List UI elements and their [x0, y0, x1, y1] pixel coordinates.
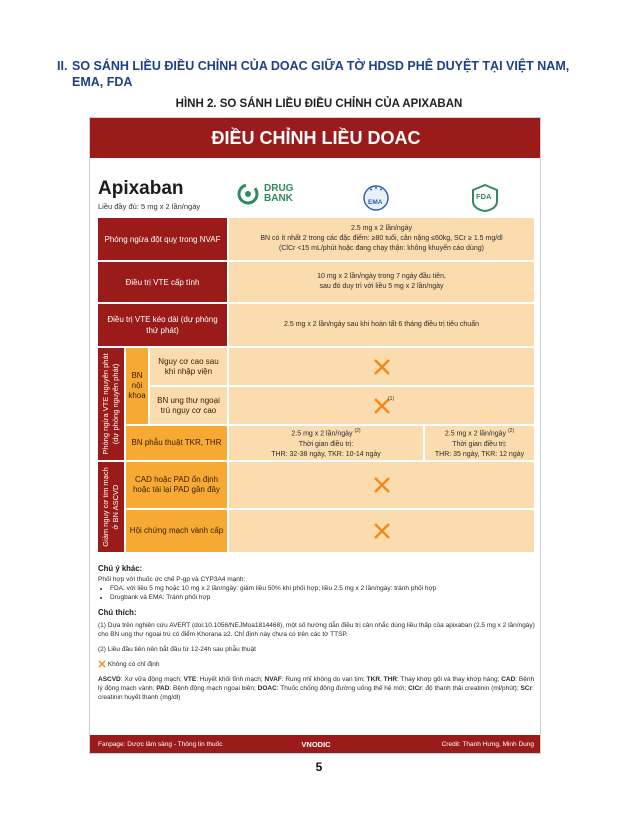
- caution-list: [98, 584, 536, 602]
- not-indicated-legend-icon: [98, 660, 106, 668]
- fda-logo-label: FDA: [476, 192, 492, 201]
- sub-label-bn-noi-khoa: BN nội khoa: [126, 348, 148, 424]
- vte-acute-line2: sau đó duy trì với liều 5 mg x 2 lần/ngày: [319, 283, 444, 290]
- drugbank-logo-line2: BANK: [264, 193, 293, 204]
- abbr-key: CAD: [501, 676, 516, 683]
- surgery-right-dose: 2.5 mg x 2 lần/ngày: [444, 430, 506, 438]
- footnote-1: (1) Dựa trên nghiên cứu AVERT (doi:10.1056/NEJMoa1814468), một số hướng dẫn điều trị cân nhắc dùng liều thấp của apixaban (2.5 mg x 2 lần/ngày) cho BN ung thư ngoại trú có điểm Khorana ≥2. Chỉ định này chưa có trên các tờ TTSP.: [98, 622, 535, 638]
- drugbank-logo-line1: DRUG: [264, 183, 294, 194]
- footnote-2: (2) Liều đầu tiên nên bắt đầu từ 12-24h sau phẫu thuật: [98, 646, 256, 653]
- surgery-left-dose: 2.5 mg x 2 lần/ngày: [291, 430, 353, 438]
- section-number: II.: [57, 59, 68, 73]
- banner-title: ĐIỀU CHỈNH LIỀU DOAC: [90, 118, 541, 158]
- not-indicated-icon: [373, 522, 391, 540]
- footer-credit: Credit: Thanh Hưng, Minh Dung: [441, 741, 534, 748]
- section-title-text: SO SÁNH LIỀU ĐIỀU CHỈNH CỦA DOAC GIỮA TỜ HDSD PHÊ DUYỆT TẠI VIỆT NAM, EMA, FDA: [72, 59, 570, 89]
- row-cell-surgery-right: [425, 426, 534, 460]
- notes-section: [98, 564, 536, 702]
- abbr-key: DOAC: [257, 685, 277, 692]
- row-cell-cad-pad: [229, 462, 534, 508]
- row-cell-high-risk: [229, 348, 534, 385]
- nvaf-dose: 2.5 mg x 2 lần/ngày: [350, 225, 413, 232]
- drugbank-icon: [236, 182, 260, 206]
- row-cell-vte-long: [229, 304, 534, 346]
- card-footer: [90, 735, 541, 754]
- abbr-value: : Bệnh động mạch ngoại biên;: [169, 685, 258, 692]
- not-indicated-icon: [373, 358, 391, 376]
- sub-label-high-risk: Nguy cơ cao sau khi nhập viện: [150, 348, 227, 385]
- abbr-key: SCr: [520, 685, 532, 692]
- footer-brand: VNODIC: [301, 740, 331, 749]
- abbr-value: : Thuốc chống đông đường uống thế hệ mới;: [276, 685, 409, 692]
- legend-no-indication-text: Không có chỉ định: [107, 661, 160, 668]
- row-cell-acs: [229, 510, 534, 552]
- abbr-key: PAD: [156, 685, 170, 692]
- nvaf-criteria: BN có ít nhất 2 trong các đặc điểm: ≥80 tuổi, cân nặng ≤60kg, SCr ≥ 1.5 mg/dl: [260, 235, 503, 242]
- ascvd-line1: Giảm nguy cơ tim mạch: [101, 467, 110, 547]
- vte-long-text: 2.5 mg x 2 lần/ngày sau khi hoàn tất 6 tháng điều trị tiêu chuẩn: [284, 321, 479, 328]
- row-label-nvaf: Phòng ngừa đột quỵ trong NVAF: [98, 218, 227, 260]
- row-label-vte-acute: Điều trị VTE cấp tính: [98, 262, 227, 302]
- abbr-key: ClCr: [408, 685, 422, 692]
- abbr-key: NVAF: [264, 676, 282, 683]
- sub-label-cancer: BN ung thư ngoại trú nguy cơ cao: [150, 387, 227, 424]
- caution-item-drugbank-ema: • Drugbank và EMA: Tránh phối hợp: [110, 593, 536, 602]
- nvaf-renal-note: (ClCr <15 mL/phút hoặc đang chạy thận: không khuyến cáo dùng): [279, 245, 484, 252]
- abbr-value: ,: [380, 676, 384, 683]
- primary-vte-line1: Phòng ngừa VTE nguyên phát: [101, 353, 110, 455]
- cancer-footnote-ref: (1): [388, 396, 395, 402]
- abbr-value: : Rung nhĩ không do van tim;: [281, 676, 367, 683]
- infographic-card: [89, 117, 541, 754]
- row-cell-cancer: [229, 387, 534, 424]
- section-title: [57, 58, 592, 90]
- sub-label-surgery: BN phẫu thuật TKR, THR: [126, 426, 227, 460]
- side-label-ascvd: [98, 462, 124, 552]
- abbreviations: [98, 675, 536, 702]
- abbr-value: : Thay khớp gối và thay khớp háng;: [397, 676, 502, 683]
- legend-no-indication: [98, 660, 536, 669]
- surgery-left-duration-label: Thời gian điều trị:: [298, 440, 354, 448]
- caution-intro: Phối hợp với thuốc ức chế P-gp và CYP3A4 mạnh:: [98, 576, 246, 583]
- footer-fanpage: Fanpage: Dược lâm sàng - Thông tin thuốc: [98, 741, 223, 748]
- abbr-value: : Bệnh lý động mạch vành;: [98, 676, 535, 692]
- primary-vte-line2: (dự phòng nguyên phát): [111, 363, 120, 445]
- page-number: 5: [315, 760, 323, 774]
- surgery-right-duration-label: Thời gian điều trị:: [452, 440, 507, 448]
- sub-label-acs: Hội chứng mạch vành cấp: [126, 510, 227, 552]
- drug-name: Apixaban: [98, 178, 184, 199]
- row-cell-surgery-left: [229, 426, 423, 460]
- surgery-right-sup: (2): [507, 428, 515, 435]
- surgery-right-duration: THR: 35 ngày, TKR: 12 ngày: [434, 450, 525, 458]
- ema-logo-label: EMA: [368, 199, 383, 206]
- ascvd-line2: ở BN ASCVD: [111, 484, 120, 530]
- not-indicated-icon: [373, 476, 391, 494]
- abbr-key: VTE: [183, 676, 197, 683]
- drug-full-dose: Liều đầy đủ: 5 mg x 2 lần/ngày: [98, 202, 201, 211]
- caution-title: Chú ý khác:: [98, 564, 143, 573]
- caution-item-fda: • FDA: với liều 5 mg hoặc 10 mg x 2 lần/ngày: giảm liều 50% khi phối hợp; liều 2.5 mg x 2 lần/ngày: tránh phối hợp: [110, 584, 536, 593]
- row-cell-vte-acute: [229, 262, 534, 302]
- row-cell-nvaf: [229, 218, 534, 260]
- vte-acute-line1: 10 mg x 2 lần/ngày trong 7 ngày đầu tiên,: [317, 273, 446, 280]
- surgery-left-duration: THR: 32-38 ngày, TKR: 10-14 ngày: [271, 450, 381, 458]
- row-label-vte-long: Điều trị VTE kéo dài (dự phòng thứ phát): [98, 304, 227, 346]
- figure-title: HÌNH 2. SO SÁNH LIỀU ĐIỀU CHỈNH CỦA APIXABAN: [175, 98, 463, 110]
- surgery-left-sup: (2): [354, 428, 361, 435]
- abbr-key: ASCVD: [98, 676, 121, 683]
- abbr-key: THR: [383, 676, 398, 683]
- abbr-value: : Huyết khối tĩnh mạch;: [196, 676, 265, 683]
- side-label-primary-vte: [98, 348, 124, 460]
- abbr-key: TKR: [366, 676, 381, 683]
- abbr-value: : Xơ vữa động mạch;: [120, 676, 184, 683]
- ema-logo-icon: [362, 184, 390, 212]
- sub-label-cad-pad: CAD hoặc PAD ổn định hoặc tái lại PAD gần đây: [126, 462, 227, 508]
- abbr-value: : creatinin huyết thanh (mg/dl): [98, 685, 534, 701]
- abbr-value: : độ thanh thải creatinin (ml/phút);: [421, 685, 521, 692]
- footnote-title: Chú thích:: [98, 608, 137, 617]
